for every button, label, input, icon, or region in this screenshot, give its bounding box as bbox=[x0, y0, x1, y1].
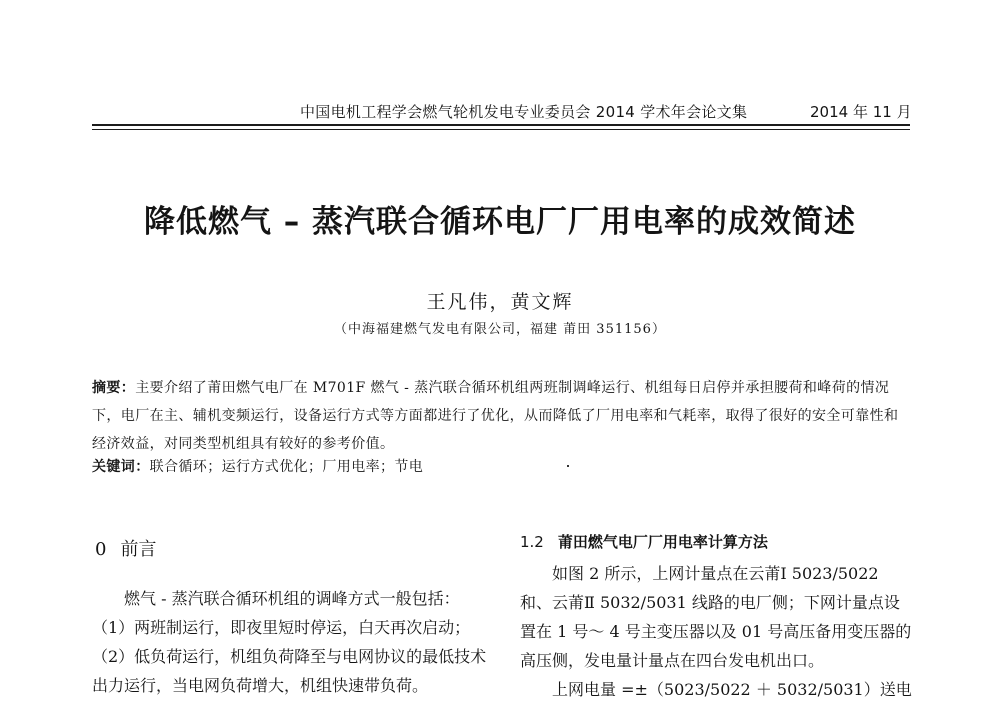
keywords bbox=[92, 455, 910, 479]
left-column bbox=[92, 584, 492, 700]
paragraph: （1）两班制运行，即夜里短时停运，白天再次启动； bbox=[92, 618, 471, 637]
section-title: 前言 bbox=[120, 539, 157, 560]
abstract-text: 主要介绍了莆田燃气电厂在 M701F 燃气 - 蒸汽联合循环机组两班制调峰运行、机组每日启停并承担腰荷和峰荷的情况下，电厂在主、辅机变频运行，设备运行方式等方面都进行了优化，从而降低了厂用电率和气耗率，取得了很好的安全可靠性和经济效益，对同类型机组具有较好的参考价值。 bbox=[92, 380, 899, 452]
header-date: 2014 年 11 月 bbox=[810, 103, 912, 121]
header-rule-thin bbox=[92, 129, 910, 130]
abstract-label: 摘要： bbox=[92, 380, 136, 396]
section-heading-1-2 bbox=[520, 528, 912, 557]
journal-header: 中国电机工程学会燃气轮机发电专业委员会 2014 学术年会论文集 bbox=[300, 103, 748, 121]
section-number: 1.2 bbox=[520, 533, 544, 551]
scan-speck bbox=[567, 465, 569, 467]
keywords-label: 关键词： bbox=[92, 459, 150, 475]
abstract bbox=[92, 374, 910, 458]
paragraph: 上网电量 =±（5023/5022 ＋ 5032/5031）送电 bbox=[552, 680, 912, 699]
paper-title: 降低燃气 – 蒸汽联合循环电厂厂用电率的成效简述 bbox=[143, 204, 857, 240]
header-rule-thick bbox=[92, 124, 910, 126]
section-title: 莆田燃气电厂厂用电率计算方法 bbox=[557, 533, 768, 551]
section-number: 0 bbox=[95, 539, 107, 560]
affiliation: （中海福建燃气发电有限公司，福建 莆田 351156） bbox=[334, 322, 666, 337]
paragraph: （2）低负荷运行，机组负荷降至与电网协议的最低技术出力运行，当电网负荷增大，机组快速带负荷。 bbox=[92, 647, 487, 695]
keywords-text: 联合循环；运行方式优化；厂用电率；节电 bbox=[149, 459, 424, 475]
right-column bbox=[520, 528, 912, 704]
paragraph: 燃气 - 蒸汽联合循环机组的调峰方式一般包括： bbox=[124, 589, 460, 608]
section-heading-introduction bbox=[95, 535, 156, 561]
authors: 王凡伟，黄文辉 bbox=[426, 291, 574, 313]
paragraph: 如图 2 所示，上网计量点在云莆Ⅰ 5023/5022 和、云莆Ⅱ 5032/5031 线路的电厂侧；下网计量点设置在 1 号～ 4 号主变压器以及 01 号高压备用变压器的高压侧，发电量计量点在四台发电机出口。 bbox=[520, 564, 912, 670]
